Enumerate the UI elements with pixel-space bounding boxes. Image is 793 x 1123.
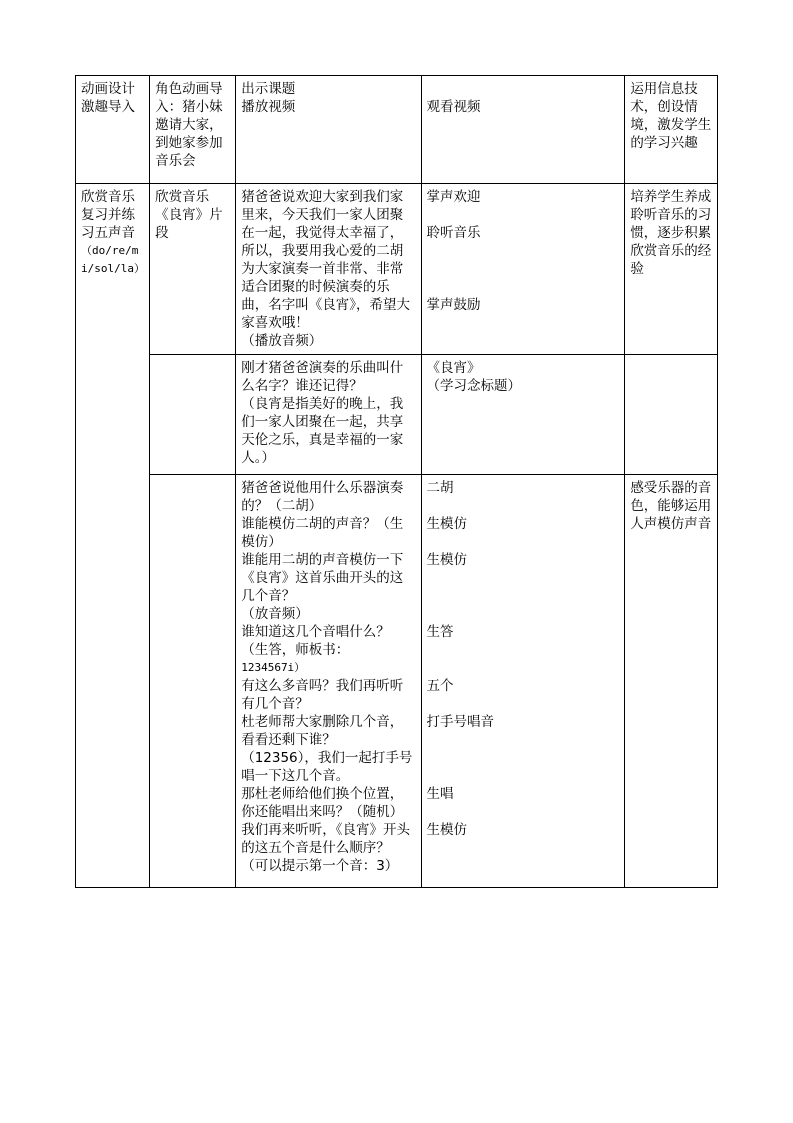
purpose-text: 感受乐器的音色，能够运用人声模仿声音 bbox=[630, 480, 712, 532]
stage-text: （do/re/mi/sol/la） bbox=[81, 244, 145, 275]
student-text: 生模仿 bbox=[426, 516, 467, 532]
content-cell bbox=[150, 475, 236, 888]
student-text: 掌声欢迎 bbox=[426, 189, 481, 205]
table-row bbox=[76, 475, 718, 888]
teacher-text: （可以提示第一个音：3） bbox=[241, 858, 399, 874]
purpose-cell bbox=[625, 475, 718, 888]
teacher-text: 猪爸爸说欢迎大家到我们家里来，今天我们一家人团聚在一起，我觉得太幸福了，所以，我要用我心爱的二胡为大家演奏一首非常、非常适合团聚的时候演奏的乐曲，名字叫《良宵》，希望大家喜欢哦！ bbox=[241, 189, 410, 331]
purpose-cell bbox=[625, 184, 718, 355]
teacher-text: （良宵是指美好的晚上，我们一家人团聚在一起，共享天伦之乐，真是幸福的一家人。） bbox=[241, 396, 404, 466]
teacher-text: （生答，师板书： bbox=[241, 642, 350, 658]
teacher-text: 那杜老师给他们换个位置，你还能唱出来吗？（随机） bbox=[241, 786, 404, 820]
student-text: 生唱 bbox=[426, 786, 454, 802]
student-text: 二胡 bbox=[426, 480, 454, 496]
purpose-text: 运用信息技术，创设情境，激发学生的学习兴趣 bbox=[630, 81, 712, 151]
student-text: 观看视频 bbox=[426, 99, 481, 115]
student-text: 生答 bbox=[426, 624, 454, 640]
teacher-text: （播放音频） bbox=[241, 333, 323, 349]
teacher-text: （放音频） bbox=[241, 606, 309, 622]
teacher-text: 我们再来听听，《良宵》开头的这五个音是什么顺序？ bbox=[241, 822, 410, 856]
teacher-activity-cell bbox=[236, 355, 421, 475]
student-text: 打手号唱音 bbox=[426, 714, 494, 730]
content-text: 角色动画导入：猪小妹邀请大家，到她家参加音乐会 bbox=[155, 81, 223, 169]
teacher-text: 谁能模仿二胡的声音？（生模仿） bbox=[241, 516, 404, 550]
student-text: 生模仿 bbox=[426, 552, 467, 568]
teacher-text: 出示课题 bbox=[241, 81, 296, 97]
purpose-cell bbox=[625, 76, 718, 184]
student-activity-cell bbox=[421, 355, 625, 475]
table-row bbox=[76, 184, 718, 355]
teacher-text: （12356），我们一起打手号唱一下这几个音。 bbox=[241, 750, 413, 784]
teacher-text: 1234567i） bbox=[241, 661, 306, 674]
teacher-text: 杜老师帮大家删除几个音，看看还剩下谁？ bbox=[241, 714, 404, 748]
stage-text: 动画设计激趣导入 bbox=[81, 81, 135, 115]
student-activity-cell bbox=[421, 76, 625, 184]
teacher-text: 播放视频 bbox=[241, 99, 296, 115]
student-activity-cell bbox=[421, 184, 625, 355]
teacher-activity-cell bbox=[236, 76, 421, 184]
teacher-activity-cell bbox=[236, 184, 421, 355]
content-cell bbox=[150, 76, 236, 184]
table-row bbox=[76, 76, 718, 184]
content-text: 欣赏音乐《良宵》片段 bbox=[155, 189, 223, 241]
student-text: （学习念标题） bbox=[426, 378, 521, 394]
student-text: 生模仿 bbox=[426, 822, 467, 838]
teacher-text: 有这么多音吗？我们再听听有几个音？ bbox=[241, 678, 404, 712]
teacher-activity-cell bbox=[236, 475, 421, 888]
teacher-text: 谁能用二胡的声音模仿一下《良宵》这首乐曲开头的这几个音？ bbox=[241, 552, 404, 604]
lesson-plan-table bbox=[75, 75, 718, 888]
content-cell bbox=[150, 184, 236, 355]
table-row bbox=[76, 355, 718, 475]
purpose-text: 培养学生养成聆听音乐的习惯，逐步积累欣赏音乐的经验 bbox=[630, 189, 712, 277]
teacher-text: 刚才猪爸爸演奏的乐曲叫什么名字？谁还记得？ bbox=[241, 360, 404, 394]
student-activity-cell bbox=[421, 475, 625, 888]
student-text: 五个 bbox=[426, 678, 454, 694]
stage-cell bbox=[76, 184, 150, 888]
purpose-cell bbox=[625, 355, 718, 475]
student-text: 掌声鼓励 bbox=[426, 297, 481, 313]
stage-text: 欣赏音乐复习并练习五声音 bbox=[81, 189, 135, 241]
teacher-text: 谁知道这几个音唱什么？ bbox=[241, 624, 390, 640]
content-cell bbox=[150, 355, 236, 475]
stage-cell bbox=[76, 76, 150, 184]
student-text: 《良宵》 bbox=[426, 360, 481, 376]
teacher-text: 猪爸爸说他用什么乐器演奏的？（二胡） bbox=[241, 480, 404, 514]
student-text: 聆听音乐 bbox=[426, 225, 481, 241]
